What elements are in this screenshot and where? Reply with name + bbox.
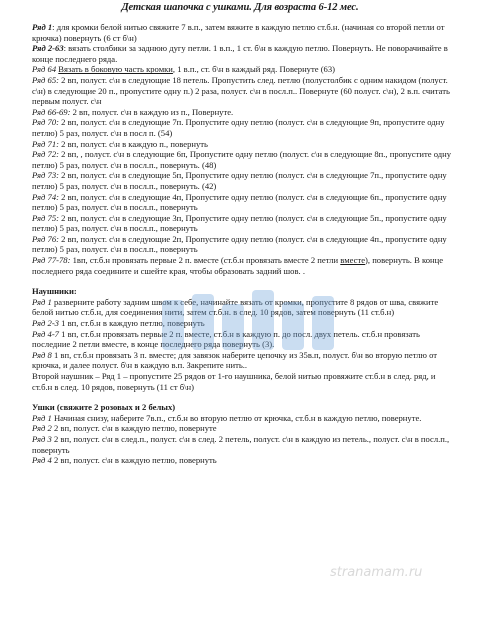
row-70: Ряд 70: 2 вп, полуст. с\н в следующие 7п. Пропустите одну петлю (полуст. с\н в следующие 9п, пропустите одну петлю) 5 раз, полуст. с\н в посл п. (54) <box>32 117 445 138</box>
eyelet-row-2: Ряд 2 2 вп, полуст. с\н в каждую петлю, повернуте <box>32 423 217 434</box>
eyelet-row-3: Ряд 3 2 вп, полуст. с\н в след.п., полуст. с\н в след. 2 петель, полуст. с\н в каждую из петель., полуст. с\н в посл.п., повернуть <box>32 433 450 455</box>
document-title: Детская шапочка с ушками. Для возраста 6-12 мес. <box>121 2 359 13</box>
row-77-78: Ряд 77-78: 1вп, ст.б.н провязать первые 2 п. вместе (ст.б.н провязать вместе 2 петли вместе), повернуть. В конце последнего ряда соедините и сшейте края, чтобы образовать задний шов. . <box>32 255 444 276</box>
eyelets-heading: Ушки (свяжите 2 розовых и 2 белых) <box>32 402 176 413</box>
ear-row-4-7: Ряд 4-7 1 вп, ст.б.н провязать первые 2 п. вместе, ст.б.н в каждую п. до посл. двух петель. ст.б.н провязать последние 2 петли вместе, в конце последнего ряда повернуть (3). <box>32 328 420 350</box>
ear-row-8: Ряд 8 1 вп, ст.б.н провязать 3 п. вместе; для завязок наберите цепочку из 35в.п, полуст. б\н во вторую петлю от крючка, и далее полуст. б\н в каждую в.п. Закрепите нить.. <box>32 349 438 371</box>
row-74: Ряд 74: 2 вп, полуст. с\н в следующие 4п, Пропустите одну петлю (полуст. с\н в следующие 6п., пропустите одну петлю) 5 раз, полуст. с\н в посл.п., повернуть <box>32 191 447 213</box>
row-2-63: Ряд 2-63: вязать столбики за заднюю дугу петли. 1 в.п., 1 ст. б\н в каждую петлю. Повернуть. Не поворачивайте в конце последнего ряда. <box>32 43 448 64</box>
row-72: Ряд 72: 2 вп, , полуст. с\н в следующие 6п, Пропустите одну петлю (полуст. с\н в следующие 8п., пропустите одну петлю) 5 раз, полуст. с\н в посл.п., повернуть. (48) <box>32 149 452 170</box>
row-66-69: Ряд 66-69: 2 вп, полуст. с\н в каждую из п., Повернуте. <box>32 106 234 117</box>
second-ear: Второй наушник – Ряд 1 – пропустите 25 рядов от 1-го наушника, белой нитью провяжите ст.б.н в след. ряд, и ст.б.н в след. 10 рядов, повернуть (11 ст б\н) <box>32 371 436 392</box>
row-75: Ряд 75: 2 вп, полуст. с\н в следующие 3п, Пропустите одну петлю (полуст. с\н в следующие 5п., пропустите одну петлю) 5 раз, полуст. с\н в посл.п., повернуть <box>32 212 447 234</box>
row-64: Ряд 64 Вязать в боковую часть кромки, 1 в.п., ст. б\н в каждый ряд. Повернуте (63) <box>32 64 336 75</box>
row-76: Ряд 76: 2 вп, полуст. с\н в следующие 2п, Пропустите одну петлю (полуст. с\н в следующие 4п., пропустите одну петлю) 5 раз, полуст. с\н в посл.п., повернуть <box>32 233 447 255</box>
row-65: Ряд 65: 2 вп, полуст. с\н в следующие 18 петель. Пропустить след. петлю (полустолбик с одним накидом (полуст. с\н) в следующие 20 п., пропустите одну п.) 2 раза, полуст. с\н в посл.п.. Повернуте (60 полуст. с\н), 2 в.п. считать первым полуст. с\н <box>32 74 450 107</box>
row-71: Ряд 71: 2 вп, полуст. с\н в каждую п., повернуть <box>32 138 208 149</box>
eyelet-row-4: Ряд 4 2 вп, полуст. с\н в каждую петлю, повернуть <box>32 455 217 466</box>
pattern-body <box>32 22 452 466</box>
ear-row-1: Ряд 1 разверните работу задним швом к себе, начинайте вязать от кромки, пропустите 8 рядов от шва, свяжите белой нитью ст.б.н, для соединения нити, затем ст.б.н. в след. 10 рядов, затем повернуть (11 ст.б.н) <box>32 296 439 318</box>
row-73: Ряд 73: 2 вп, полуст. с\н в следующие 5п, Пропустите одну петлю (полуст. с\н в следующие 7п., пропустите одну петлю) 5 раз, полуст. с\н в посл.п., повернуть. (42) <box>32 170 447 191</box>
ears-heading: Наушники: <box>32 286 77 297</box>
ear-row-2-3: Ряд 2-3 1 вп, ст.б.н в каждую петлю, повернуть <box>32 318 205 329</box>
row-1: Ряд 1: для кромки белой нитью свяжите 7 в.п., затем вяжите в каждую петлю ст.б.н. (начиная со второй петли от крючка) повернуть (6 ст б\н) <box>32 22 445 43</box>
watermark-text: stranamam.ru <box>330 565 423 580</box>
eyelet-row-1: Ряд 1 Начиная снизу, наберите 7в.п., ст.б.н во вторую петлю от крючка, ст.б.н в каждую петлю, повернуте. <box>32 412 422 423</box>
